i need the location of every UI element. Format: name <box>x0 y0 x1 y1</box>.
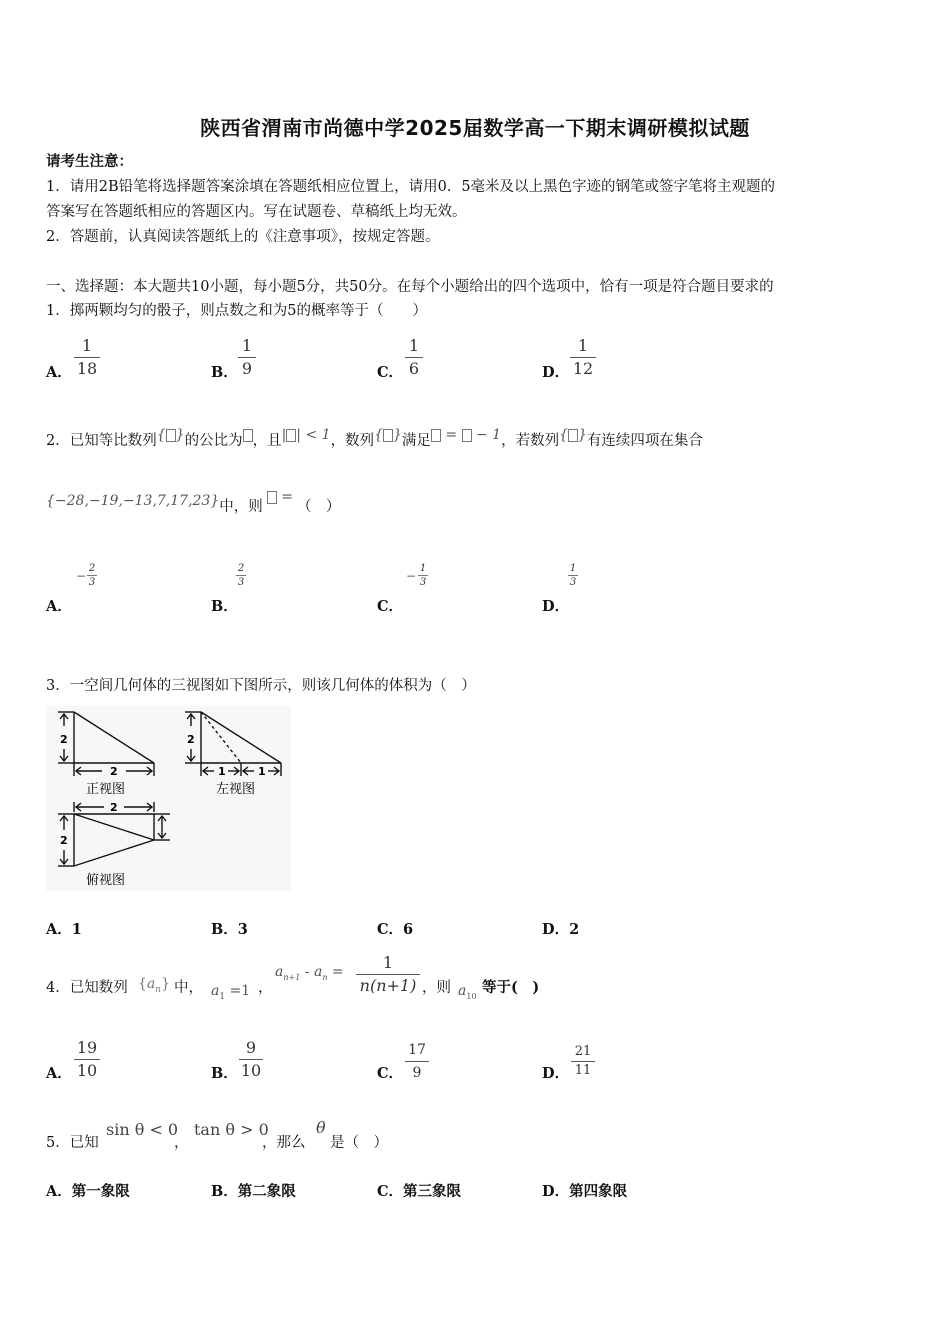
q2-lt-one: < 1 <box>305 427 331 443</box>
q4-text-4: ，则 <box>422 980 451 996</box>
q1-b-numerator: 1 <box>241 336 253 355</box>
notice-line-1: 1．请用2B铅笔将选择题答案涂填在答题纸相应位置上，请用0．5毫米及以上黑色字迹的钢笔或签字笔将主观题的 <box>46 179 776 195</box>
q4-text-2: 中， <box>174 980 203 996</box>
left-height-label: 2 <box>187 733 195 746</box>
q2-set: {−28,−19,−13,7,17,23} <box>46 493 220 509</box>
q4-text-1: 4．已知数列 <box>46 980 128 996</box>
q2-minus-one: − 1 <box>476 427 502 443</box>
q4-option-c-fraction: 17 9 <box>405 1040 429 1083</box>
q2-seq-b-formula: { } <box>374 427 402 443</box>
q2-option-b-fraction <box>236 563 246 588</box>
q4-a1-formula: $a_1 =1$ <box>211 983 251 1002</box>
front-width-label: 2 <box>110 765 118 778</box>
q2-option-b-label: B． <box>211 598 238 615</box>
q4-recurrence-lhs: $a_{n+1} - a_n$ = <box>275 964 344 982</box>
q1-a-denominator: 18 <box>76 359 98 378</box>
q2-stem <box>46 427 703 451</box>
q5-option-a: A．第一象限 <box>46 1183 130 1200</box>
front-height-label: 2 <box>60 733 68 746</box>
q1-d-numerator: 1 <box>577 336 589 355</box>
q2-text-5: 满足 <box>401 433 431 449</box>
top-width-label: 2 <box>110 801 118 814</box>
q2-a-denominator: 3 <box>88 577 96 588</box>
q4-a10-formula: $a_{10}$ <box>458 983 477 1001</box>
q2-option-d-label: D． <box>542 598 570 615</box>
q4-option-b-label: B． <box>211 1065 238 1082</box>
q2-unknown-formula <box>267 489 293 505</box>
q3-three-views-figure <box>46 706 291 891</box>
q2-text-8: 中，则 <box>219 499 263 515</box>
q5-option-d: D．第四象限 <box>542 1183 628 1200</box>
q1-option-a-label: A． <box>46 364 72 381</box>
top-height-label: 2 <box>60 834 68 847</box>
q5-text-3: ，那么 <box>262 1135 306 1151</box>
q4-option-d-label: D． <box>542 1065 570 1082</box>
q1-c-numerator: 1 <box>408 336 420 355</box>
q2-b-numerator: 2 <box>237 563 245 574</box>
q2-option-c-label: C． <box>377 598 404 615</box>
q2-stem-line-2 <box>46 489 341 517</box>
q1-option-b-label: B． <box>211 364 238 381</box>
q2-seq-b2-formula: { } <box>559 427 587 443</box>
q1-a-numerator: 1 <box>81 336 93 355</box>
q2-text-7: 有连续四项在集合 <box>586 433 703 449</box>
q2-relation-formula <box>431 427 501 443</box>
q5-condition-sin: sin θ < 0 <box>106 1120 179 1139</box>
q1-option-b-fraction <box>238 336 256 379</box>
q2-eq-2: = <box>281 489 293 505</box>
q2-option-a-fraction <box>87 563 97 588</box>
notice-line-3: 2．答题前，认真阅读答题纸上的《注意事项》，按规定答题。 <box>46 229 440 245</box>
q1-d-denominator: 12 <box>572 359 594 378</box>
q2-ratio-formula <box>243 427 253 443</box>
q2-a-sign: − <box>76 569 87 583</box>
q5-option-b: B．第二象限 <box>211 1183 296 1200</box>
front-view-caption: 正视图 <box>86 782 126 797</box>
q2-abs-formula: | | < 1 <box>281 427 331 443</box>
q2-option-a-label: A． <box>46 598 72 615</box>
q2-c-numerator: 1 <box>419 563 427 574</box>
q5-option-c: C．第三象限 <box>377 1183 462 1200</box>
q4-option-d-fraction: 21 11 <box>571 1044 595 1079</box>
left-view-caption: 左视图 <box>216 782 256 797</box>
left-width-label-1: 1 <box>218 765 226 778</box>
notice-heading: 请考生注意： <box>46 153 133 170</box>
q1-stem: 1．掷两颗均匀的骰子，则点数之和为5的概率等于（ ） <box>46 303 427 319</box>
q4-text-3: ， <box>258 980 273 996</box>
q2-c-sign: − <box>406 569 417 583</box>
q3-option-b: B．3 <box>211 921 248 938</box>
left-width-label-2: 1 <box>258 765 266 778</box>
q2-text-4: ，数列 <box>330 433 375 449</box>
q4-seq-sub: n <box>155 984 162 995</box>
section-heading: 一、选择题：本大题共10小题，每小题5分，共50分。在每个小题给出的四个选项中，恰有一项是符合题目要求的 <box>46 279 774 295</box>
page-title: 陕西省渭南市尚德中学2025届数学高一下期末调研模拟试题 <box>200 116 750 140</box>
q2-a-numerator: 2 <box>88 563 96 574</box>
q2-text-2: 的公比为 <box>184 433 243 449</box>
q2-seq-a-formula: { } <box>156 427 185 443</box>
q3-stem: 3．一空间几何体的三视图如下图所示，则该几何体的体积为（ ） <box>46 678 476 694</box>
q1-c-denominator: 6 <box>408 359 420 378</box>
q4-seq-formula: $\{a_n\}$ <box>138 976 170 995</box>
q3-option-d: D．2 <box>542 921 580 938</box>
q1-b-denominator: 9 <box>241 359 253 378</box>
q3-option-a: A．1 <box>46 921 82 938</box>
q5-condition-tan: tan θ > 0 <box>194 1120 269 1139</box>
q1-option-d-fraction <box>570 336 596 379</box>
q2-text-3: ，且 <box>252 433 282 449</box>
q4-option-c-label: C． <box>377 1065 404 1082</box>
top-view-caption: 俯视图 <box>86 873 126 888</box>
q2-c-denominator: 3 <box>419 577 427 588</box>
q5-text-1: 5．已知 <box>46 1135 99 1151</box>
q3-option-c: C．6 <box>377 921 414 938</box>
q1-option-c-fraction <box>405 336 423 379</box>
q2-option-c-fraction <box>418 563 428 588</box>
q2-b-denominator: 3 <box>237 577 245 588</box>
q2-option-d-fraction <box>568 563 578 588</box>
q4-recurrence-fraction: 1 n(n+1) <box>356 953 420 996</box>
q2-d-numerator: 1 <box>569 563 577 574</box>
q4-option-a-fraction: 19 10 <box>74 1038 100 1081</box>
q1-option-c-label: C． <box>377 364 404 381</box>
q4-text-5: 等于( ) <box>482 979 540 996</box>
q5-text-4: 是（ ） <box>330 1135 388 1151</box>
q2-text-9: （ ） <box>296 499 341 515</box>
q2-text-6: ，若数列 <box>501 433 560 449</box>
q1-option-a-fraction <box>74 336 100 379</box>
q5-theta: θ <box>316 1118 326 1137</box>
q4-seq-a: a <box>146 976 156 992</box>
q4-option-a-label: A． <box>46 1065 72 1082</box>
q2-text-1: 2．已知等比数列 <box>46 433 157 449</box>
q4-option-b-fraction: 9 10 <box>240 1038 262 1080</box>
notice-line-2: 答案写在答题纸相应的答题区内。写在试题卷、草稿纸上均无效。 <box>46 204 467 220</box>
q2-d-denominator: 3 <box>569 577 577 588</box>
q5-text-2: ， <box>174 1135 189 1151</box>
q2-eq-1: = <box>445 427 458 443</box>
q1-option-d-label: D． <box>542 364 570 381</box>
